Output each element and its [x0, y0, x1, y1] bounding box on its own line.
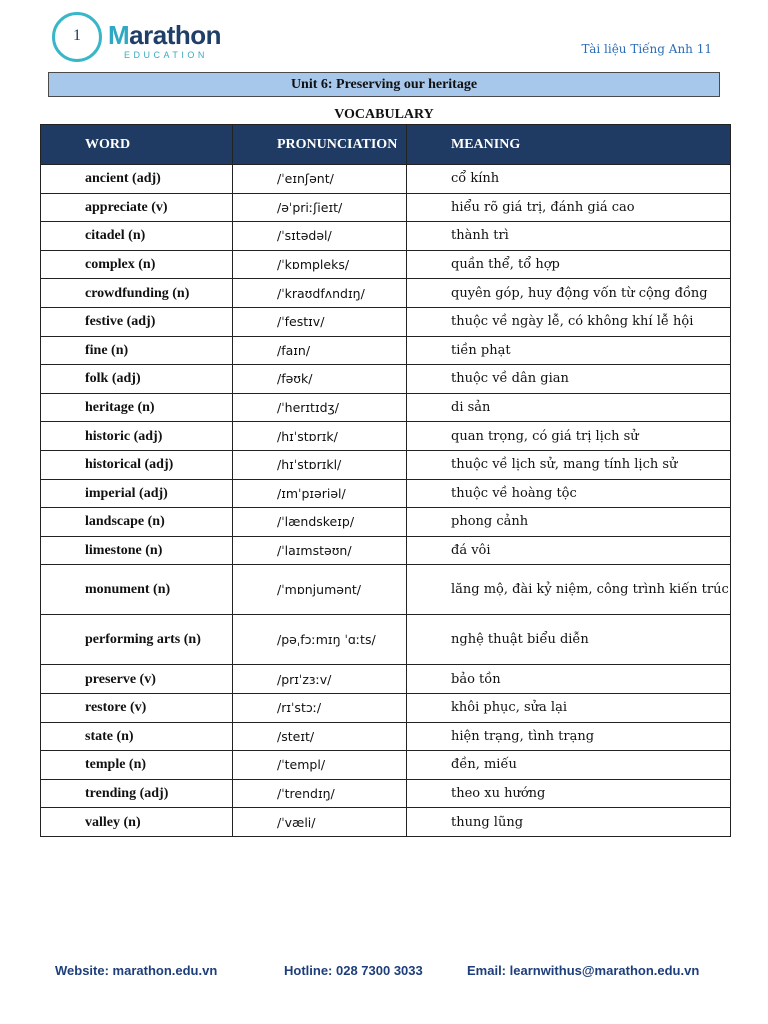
word-cell: preserve (v) [41, 665, 233, 694]
table-row [41, 665, 731, 694]
table-row [41, 222, 731, 251]
meaning-cell: quan trọng, có giá trị lịch sử [407, 422, 731, 451]
table-row [41, 250, 731, 279]
footer-email: Email: learnwithus@marathon.edu.vn [467, 963, 700, 978]
table-row [41, 479, 731, 508]
meaning-cell: thuộc về lịch sử, mang tính lịch sử [407, 450, 731, 479]
pronunciation-cell: /steɪt/ [233, 722, 407, 751]
meaning-cell: di sản [407, 393, 731, 422]
meaning-cell: thành trì [407, 222, 731, 251]
meaning-cell: khôi phục, sửa lại [407, 693, 731, 722]
footer-website: Website: marathon.edu.vn [55, 963, 218, 978]
vocabulary-table [40, 124, 731, 837]
table-row [41, 393, 731, 422]
pronunciation-cell: /ˈmɒnjumənt/ [233, 565, 407, 615]
header-meaning: MEANING [407, 125, 731, 165]
word-cell: performing arts (n) [41, 615, 233, 665]
pronunciation-cell: /ɪmˈpɪəriəl/ [233, 479, 407, 508]
table-row [41, 779, 731, 808]
meaning-cell: tiền phạt [407, 336, 731, 365]
meaning-cell: đền, miếu [407, 751, 731, 780]
table-row [41, 422, 731, 451]
meaning-cell: thung lũng [407, 808, 731, 837]
word-cell: limestone (n) [41, 536, 233, 565]
meaning-cell: quần thể, tổ hợp [407, 250, 731, 279]
logo-subtitle: EDUCATION [124, 50, 208, 60]
header-pronunciation: PRONUNCIATION [233, 125, 407, 165]
pronunciation-cell: /ˈkraʊdfʌndɪŋ/ [233, 279, 407, 308]
table-row [41, 336, 731, 365]
word-cell: imperial (adj) [41, 479, 233, 508]
word-cell: crowdfunding (n) [41, 279, 233, 308]
word-cell: trending (adj) [41, 779, 233, 808]
meaning-cell: nghệ thuật biểu diễn [407, 615, 731, 665]
table-row [41, 279, 731, 308]
pronunciation-cell: /ˈvæli/ [233, 808, 407, 837]
pronunciation-cell: /hɪˈstɒrɪkl/ [233, 450, 407, 479]
table-row [41, 751, 731, 780]
pronunciation-cell: /rɪˈstɔː/ [233, 693, 407, 722]
word-cell: ancient (adj) [41, 165, 233, 194]
word-cell: citadel (n) [41, 222, 233, 251]
meaning-cell: đá vôi [407, 536, 731, 565]
word-cell: temple (n) [41, 751, 233, 780]
word-cell: appreciate (v) [41, 193, 233, 222]
pronunciation-cell: /fəʊk/ [233, 365, 407, 394]
word-cell: festive (adj) [41, 307, 233, 336]
word-cell: fine (n) [41, 336, 233, 365]
word-cell: historical (adj) [41, 450, 233, 479]
table-row [41, 365, 731, 394]
pronunciation-cell: /ˈherɪtɪdʒ/ [233, 393, 407, 422]
document-label: Tài liệu Tiếng Anh 11 [581, 42, 712, 56]
word-cell: restore (v) [41, 693, 233, 722]
meaning-cell: hiện trạng, tình trạng [407, 722, 731, 751]
meaning-cell: bảo tồn [407, 665, 731, 694]
table-row [41, 536, 731, 565]
meaning-cell: thuộc về dân gian [407, 365, 731, 394]
marathon-logo [52, 12, 232, 66]
table-row [41, 565, 731, 615]
table-header-row [41, 125, 731, 165]
page-number: 1 [73, 27, 81, 44]
word-cell: historic (adj) [41, 422, 233, 451]
table-row [41, 693, 731, 722]
table-row [41, 193, 731, 222]
table-row [41, 165, 731, 194]
unit-title: Unit 6: Preserving our heritage [48, 72, 720, 97]
pronunciation-cell: /əˈpriːʃieɪt/ [233, 193, 407, 222]
pronunciation-cell: /ˈlaɪmstəʊn/ [233, 536, 407, 565]
word-cell: monument (n) [41, 565, 233, 615]
meaning-cell: phong cảnh [407, 508, 731, 537]
word-cell: complex (n) [41, 250, 233, 279]
table-row [41, 615, 731, 665]
footer [0, 963, 768, 983]
word-cell: valley (n) [41, 808, 233, 837]
table-body [41, 165, 731, 837]
pronunciation-cell: /ˈtempl/ [233, 751, 407, 780]
header-word: WORD [41, 125, 233, 165]
meaning-cell: theo xu hướng [407, 779, 731, 808]
meaning-cell: thuộc về ngày lễ, có không khí lễ hội [407, 307, 731, 336]
word-cell: state (n) [41, 722, 233, 751]
pronunciation-cell: /faɪn/ [233, 336, 407, 365]
meaning-cell: lăng mộ, đài kỷ niệm, công trình kiến trúc [407, 565, 731, 615]
section-title: VOCABULARY [334, 107, 434, 122]
word-cell: landscape (n) [41, 508, 233, 537]
table-row [41, 808, 731, 837]
pronunciation-cell: /hɪˈstɒrɪk/ [233, 422, 407, 451]
table-row [41, 450, 731, 479]
footer-hotline: Hotline: 028 7300 3033 [284, 963, 423, 978]
table-row [41, 307, 731, 336]
pronunciation-cell: /ˈfestɪv/ [233, 307, 407, 336]
pronunciation-cell: /ˈeɪnʃənt/ [233, 165, 407, 194]
meaning-cell: hiểu rõ giá trị, đánh giá cao [407, 193, 731, 222]
table-row [41, 508, 731, 537]
pronunciation-cell: /ˈkɒmpleks/ [233, 250, 407, 279]
pronunciation-cell: /ˈtrendɪŋ/ [233, 779, 407, 808]
word-cell: folk (adj) [41, 365, 233, 394]
pronunciation-cell: /ˈsɪtədəl/ [233, 222, 407, 251]
meaning-cell: quyên góp, huy động vốn từ cộng đồng [407, 279, 731, 308]
logo-wordmark: Marathon [108, 20, 222, 50]
pronunciation-cell: /ˈlændskeɪp/ [233, 508, 407, 537]
pronunciation-cell: /pəˌfɔːmɪŋ ˈɑːts/ [233, 615, 407, 665]
table-row [41, 722, 731, 751]
meaning-cell: thuộc về hoàng tộc [407, 479, 731, 508]
pronunciation-cell: /prɪˈzɜːv/ [233, 665, 407, 694]
word-cell: heritage (n) [41, 393, 233, 422]
meaning-cell: cổ kính [407, 165, 731, 194]
